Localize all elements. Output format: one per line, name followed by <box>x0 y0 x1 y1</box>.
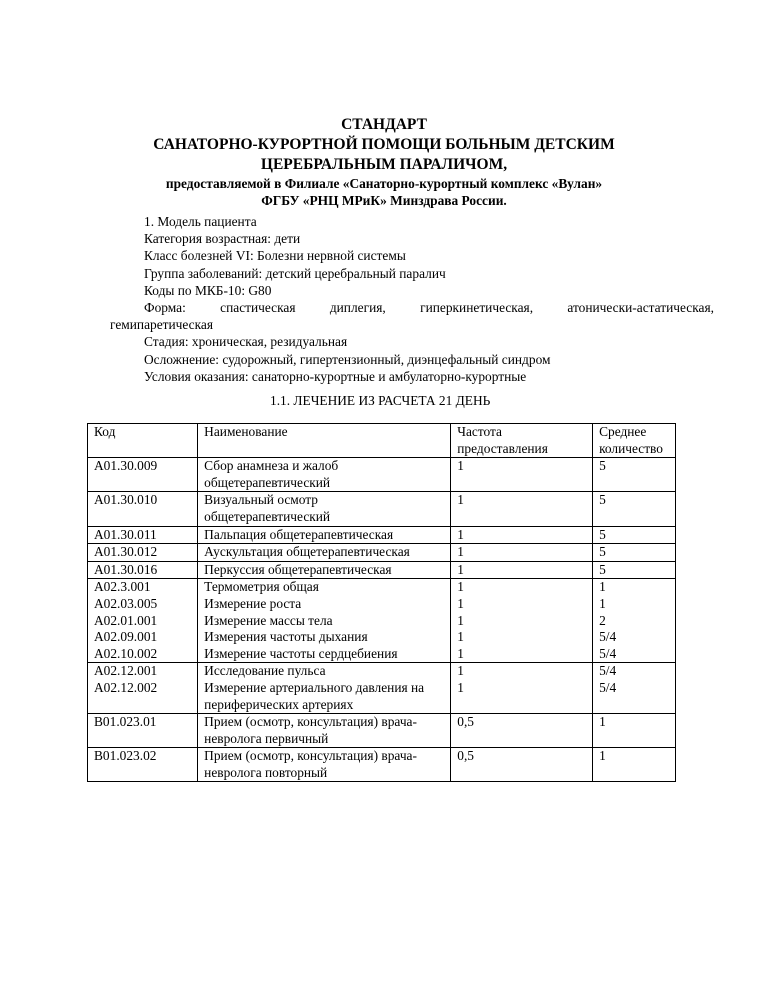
cell-average: 1 <box>593 596 676 613</box>
cell-name: Исследование пульса <box>198 663 451 680</box>
cell-frequency: 1 <box>451 526 593 544</box>
model-conditions: Условия оказания: санаторно-курортные и амбулаторно-курортные <box>144 368 527 384</box>
forma-word: диплегия, <box>329 300 386 316</box>
cell-average: 5 <box>593 458 676 492</box>
cell-name: Измерение роста <box>198 596 451 613</box>
forma-word: атонически-астатическая, <box>567 300 714 316</box>
cell-frequency: 1 <box>451 458 593 492</box>
model-forma-continued: гемипаретическая <box>110 317 214 333</box>
cell-code: A02.3.001 <box>88 579 198 596</box>
cell-frequency: 1 <box>451 492 593 526</box>
cell-code: A01.30.010 <box>88 492 198 526</box>
forma-word: спастическая <box>220 300 296 316</box>
model-codes: Коды по МКБ-10: G80 <box>144 282 272 298</box>
cell-name: Прием (осмотр, консультация) врача-невролога первичный <box>198 714 451 748</box>
model-complication: Осложнение: судорожный, гипертензионный, диэнцефальный синдром <box>144 351 551 367</box>
cell-code: A01.30.009 <box>88 458 198 492</box>
cell-frequency: 1 <box>451 579 593 596</box>
table-row <box>88 561 676 579</box>
header-code: Код <box>88 424 198 458</box>
header-average: Среднее количество <box>593 424 676 458</box>
model-class: Класс болезней VI: Болезни нервной системы <box>144 248 406 264</box>
cell-code: A02.12.002 <box>88 680 198 714</box>
table-header-row <box>88 424 676 458</box>
cell-frequency: 1 <box>451 544 593 562</box>
cell-name: Сбор анамнеза и жалоб общетерапевтический <box>198 458 451 492</box>
table-row <box>88 544 676 562</box>
forma-word: гиперкинетическая, <box>420 300 534 316</box>
cell-code: A01.30.011 <box>88 526 198 544</box>
cell-name: Прием (осмотр, консультация) врача-невролога повторный <box>198 748 451 782</box>
cell-average: 5/4 <box>593 680 676 714</box>
header-line-2: САНАТОРНО-КУРОРТНОЙ ПОМОЩИ БОЛЬНЫМ ДЕТСКИМ <box>153 136 615 153</box>
cell-code: A02.03.005 <box>88 596 198 613</box>
cell-average: 5/4 <box>593 629 676 646</box>
cell-frequency: 1 <box>451 646 593 663</box>
cell-frequency: 1 <box>451 663 593 680</box>
cell-average: 1 <box>593 714 676 748</box>
header-line-3: ЦЕРЕБРАЛЬНЫМ ПАРАЛИЧОМ, <box>260 156 508 173</box>
header-frequency: Частота предоставления <box>451 424 593 458</box>
table-row <box>88 579 676 596</box>
cell-name: Пальпация общетерапевтическая <box>198 526 451 544</box>
cell-average: 2 <box>593 613 676 630</box>
table-row <box>88 492 676 526</box>
table-row <box>88 596 676 613</box>
header-name: Наименование <box>198 424 451 458</box>
cell-code: B01.023.01 <box>88 714 198 748</box>
table-row <box>88 629 676 646</box>
cell-code: A02.12.001 <box>88 663 198 680</box>
model-age: Категория возрастная: дети <box>144 231 301 247</box>
cell-name: Измерение массы тела <box>198 613 451 630</box>
cell-code: A02.10.002 <box>88 646 198 663</box>
table-row <box>88 458 676 492</box>
section-subtitle: 1.1. ЛЕЧЕНИЕ ИЗ РАСЧЕТА 21 ДЕНЬ <box>270 393 491 408</box>
document-header <box>0 115 768 209</box>
treatment-table <box>87 423 676 782</box>
cell-average: 5 <box>593 526 676 544</box>
cell-name: Визуальный осмотр общетерапевтический <box>198 492 451 526</box>
cell-frequency: 1 <box>451 561 593 579</box>
model-stage: Стадия: хроническая, резидуальная <box>144 334 348 350</box>
cell-average: 5 <box>593 492 676 526</box>
table-row <box>88 748 676 782</box>
cell-name: Перкуссия общетерапевтическая <box>198 561 451 579</box>
cell-frequency: 0,5 <box>451 714 593 748</box>
cell-name: Измерение частоты сердцебиения <box>198 646 451 663</box>
table-row <box>88 663 676 680</box>
cell-frequency: 0,5 <box>451 748 593 782</box>
cell-code: A01.30.012 <box>88 544 198 562</box>
cell-name: Термометрия общая <box>198 579 451 596</box>
table-row <box>88 680 676 714</box>
table-row <box>88 714 676 748</box>
cell-average: 5/4 <box>593 663 676 680</box>
cell-code: A02.09.001 <box>88 629 198 646</box>
cell-code: A02.01.001 <box>88 613 198 630</box>
model-forma <box>144 299 714 316</box>
patient-model <box>110 213 714 385</box>
header-title: СТАНДАРТ <box>341 116 427 133</box>
cell-average: 5/4 <box>593 646 676 663</box>
cell-name: Измерение артериального давления на периферических артериях <box>198 680 451 714</box>
cell-average: 1 <box>593 748 676 782</box>
header-line-5: ФГБУ «РНЦ МРиК» Минздрава России. <box>261 193 507 208</box>
cell-name: Измерения частоты дыхания <box>198 629 451 646</box>
cell-frequency: 1 <box>451 596 593 613</box>
table-row <box>88 646 676 663</box>
cell-average: 1 <box>593 579 676 596</box>
table-row <box>88 526 676 544</box>
cell-name: Аускультация общетерапевтическая <box>198 544 451 562</box>
cell-frequency: 1 <box>451 613 593 630</box>
model-title: 1. Модель пациента <box>144 214 257 229</box>
header-line-4: предоставляемой в Филиале «Санаторно-курортный комплекс «Вулан» <box>165 176 603 191</box>
cell-frequency: 1 <box>451 629 593 646</box>
cell-code: B01.023.02 <box>88 748 198 782</box>
model-group: Группа заболеваний: детский церебральный паралич <box>144 265 446 281</box>
cell-frequency: 1 <box>451 680 593 714</box>
cell-code: A01.30.016 <box>88 561 198 579</box>
forma-word: Форма: <box>144 300 186 316</box>
cell-average: 5 <box>593 561 676 579</box>
table-row <box>88 613 676 630</box>
cell-average: 5 <box>593 544 676 562</box>
